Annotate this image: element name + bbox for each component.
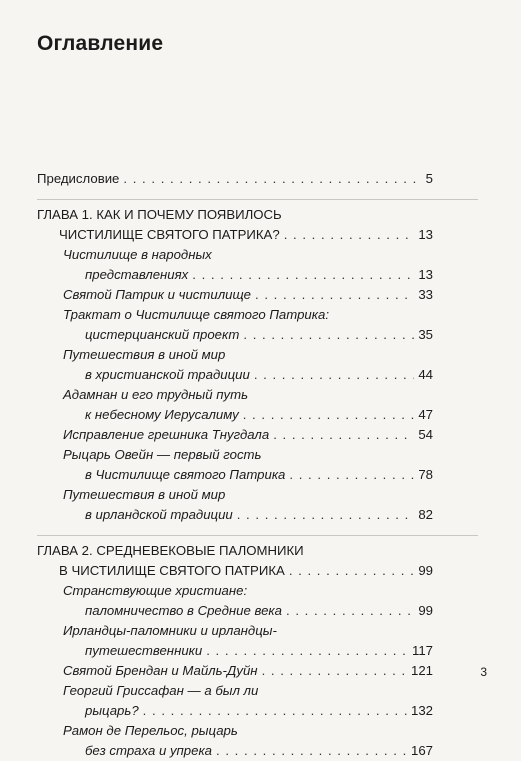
leader-dots: [206, 641, 408, 661]
toc-entry-page: 117: [411, 643, 433, 658]
toc-entry-page: 132: [410, 703, 433, 718]
toc-entry-page: 5: [425, 171, 433, 186]
toc-entry-page: 54: [418, 427, 433, 442]
toc-entry-page: 13: [418, 267, 433, 282]
leader-dots: [286, 601, 414, 621]
leader-dots: [237, 505, 415, 525]
toc-section-entry[interactable]: [37, 285, 433, 305]
bleed-through-text: [290, 30, 490, 180]
section-line1: Трактат о Чистилище святого Патрика:: [63, 307, 329, 322]
leader-dots: [254, 365, 415, 385]
toc-entry-page: 33: [418, 287, 433, 302]
chapter-heading-line1: ГЛАВА 1. КАК И ПОЧЕМУ ПОЯВИЛОСЬ: [37, 207, 282, 222]
toc-chapter-1[interactable]: [37, 205, 433, 245]
page-title: Оглавление: [37, 32, 164, 55]
leader-dots: [216, 741, 407, 761]
toc-section-entry[interactable]: [37, 621, 433, 661]
toc-entry-page: 167: [410, 743, 433, 758]
section-line1: Святой Патрик и чистилище: [63, 287, 252, 302]
toc-entry-label: Предисловие: [37, 171, 120, 186]
section-line2: цистерцианский проект: [85, 327, 240, 342]
page-number: 3: [480, 665, 487, 679]
toc-entry-page: 47: [418, 407, 433, 422]
toc-section-entry[interactable]: [37, 581, 433, 621]
leader-dots: [143, 701, 407, 721]
toc-section-entry[interactable]: [37, 681, 433, 721]
section-line2: путешественники: [85, 643, 203, 658]
section-line2: в христианской традиции: [85, 367, 250, 382]
divider: [37, 199, 478, 200]
section-line1: Ирландцы-паломники и ирландцы-: [63, 623, 277, 638]
section-line1: Адамнан и его трудный путь: [63, 387, 249, 402]
toc-entry-page: 78: [418, 467, 433, 482]
leader-dots: [262, 661, 407, 681]
section-line2: в Чистилище святого Патрика: [85, 467, 286, 482]
section-line2: в ирландской традиции: [85, 507, 233, 522]
leader-dots: [284, 225, 415, 245]
toc-entry-page: 13: [418, 227, 433, 242]
toc-entry-page: 35: [418, 327, 433, 342]
toc-chapter-2[interactable]: [37, 541, 433, 581]
section-line2: без страха и упрека: [85, 743, 213, 758]
section-line2: к небесному Иерусалиму: [85, 407, 239, 422]
toc-section-entry[interactable]: [37, 425, 433, 445]
toc-entry-page: 99: [418, 563, 433, 578]
section-line1: Путешествия в иной мир: [63, 487, 226, 502]
toc-section-entry[interactable]: [37, 385, 433, 425]
leader-dots: [289, 465, 414, 485]
toc-section-entry[interactable]: [37, 485, 433, 525]
toc-section-entry[interactable]: [37, 305, 433, 345]
chapter-heading-line2: ЧИСТИЛИЩЕ СВЯТОГО ПАТРИКА?: [59, 227, 280, 242]
toc-entry-page: 44: [418, 367, 433, 382]
toc-entry-page: 82: [418, 507, 433, 522]
divider: [37, 535, 478, 536]
toc-section-entry[interactable]: [37, 245, 433, 285]
chapter-heading-line1: ГЛАВА 2. СРЕДНЕВЕКОВЫЕ ПАЛОМНИКИ: [37, 543, 304, 558]
section-line2: паломничество в Средние века: [85, 603, 282, 618]
leader-dots: [243, 325, 414, 345]
section-line1: Путешествия в иной мир: [63, 347, 226, 362]
leader-dots: [273, 425, 414, 445]
section-line1: Странствующие христиане:: [63, 583, 248, 598]
toc-section-entry[interactable]: [37, 345, 433, 385]
chapter-heading-line2: В ЧИСТИЛИЩЕ СВЯТОГО ПАТРИКА: [59, 563, 285, 578]
leader-dots: [192, 265, 414, 285]
section-line1: Святой Брендан и Майль-Дуйн: [63, 663, 258, 678]
toc-section-entry[interactable]: [37, 721, 433, 761]
section-line1: Рамон де Перельос, рыцарь: [63, 723, 238, 738]
section-line1: Рыцарь Овейн — первый гость: [63, 447, 262, 462]
section-line1: Георгий Гриссафан — а был ли: [63, 683, 259, 698]
toc-section-entry[interactable]: [37, 661, 433, 681]
toc-entry-page: 99: [418, 603, 433, 618]
section-line1: Чистилище в народных: [63, 247, 212, 262]
toc-entry-preface[interactable]: [37, 169, 433, 189]
leader-dots: [243, 405, 415, 425]
toc-entry-page: 121: [410, 663, 433, 678]
toc-section-entry[interactable]: [37, 445, 433, 485]
leader-dots: [255, 285, 414, 305]
section-line1: Исправление грешника Тнугдала: [63, 427, 270, 442]
leader-dots: [123, 169, 421, 189]
section-line2: рыцарь?: [85, 703, 139, 718]
leader-dots: [289, 561, 415, 581]
table-of-contents: [37, 169, 433, 761]
section-line2: представлениях: [85, 267, 189, 282]
